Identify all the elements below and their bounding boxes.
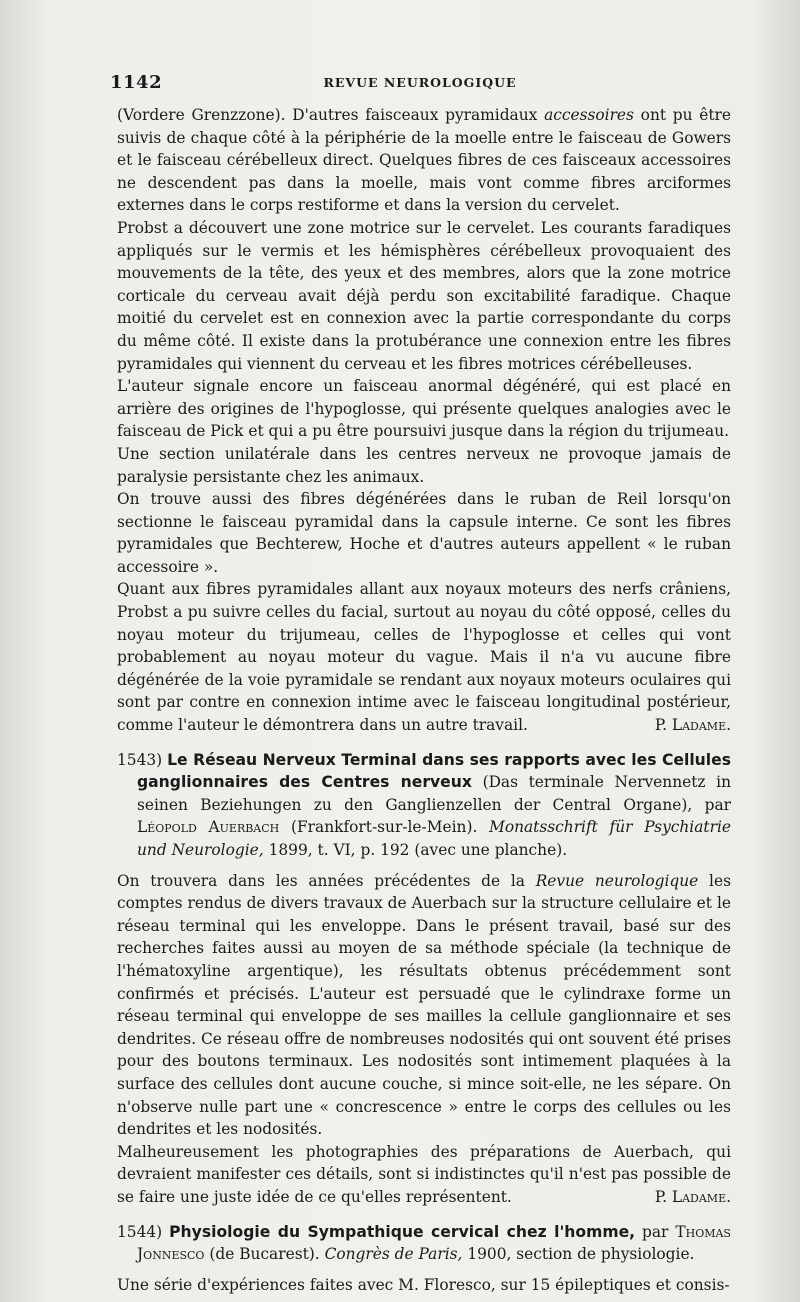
paragraph: Une série d'expériences faites avec M. Floresco, sur 15 épileptiques et consis- [117,1275,730,1294]
emphasis: accessoires [544,106,634,124]
paragraph [117,104,731,217]
journal: Congrès de Paris, [324,1245,463,1264]
abstract-heading-1543 [117,749,731,862]
text: (Vordere Grenzzone). D'autres faisceaux pyramidaux [117,106,538,124]
signature: P. Ladame. [654,716,731,735]
paragraph: On trouve aussi des fibres dégénérées dans le ruban de Reil lorsqu'on sectionne le faisceau pyramidal dans la capsule interne. Ce sont les fibres pyramidales que Bechterew, Hoche et d'autres auteurs appellent « le ruban accessoire ». [117,490,731,576]
german-title: (Das terminale Nervennetz in seinen Beziehungen zu den Ganglienzellen der Central Organe), par [137,773,731,814]
signature: P. Ladame. [654,1187,731,1206]
running-title: REVUE NEUROLOGIQUE [323,75,517,90]
page-header [110,72,730,96]
abstract-number: 1544) [117,1222,163,1241]
place: (de Bucarest). [209,1245,320,1264]
journal: Monatsschrift für Psychiatrie und Neurologie, [137,818,731,859]
author: Léopold Auerbach [137,818,280,837]
paragraph [117,578,731,736]
paragraph: L'auteur signale encore un faisceau anormal dégénéré, qui est placé en arrière des origines de l'hypoglosse, qui présente quelques analogies avec le faisceau de Pick et qui a pu être poursuivi jusque dans la région du trijumeau. [117,377,731,441]
abstract-heading-1544 [117,1221,731,1266]
text: les comptes rendus de divers travaux de Auerbach sur la structure cellulaire et le réseau terminal qui les enveloppe. Dans le présent travail, basé sur des recherches faites aussi au moyen de sa méthode spéciale (la technique de l'hématoxyline argentique), les résultats obtenus précédemment sont confirmés et précisés. L'auteur est persuadé que le cylindraxe forme un réseau terminal qui enveloppe de ses mailles la cellule ganglionnaire et ses dendrites. Ce réseau offre de nombreuses nodosités qui ont souvent été prises pour des boutons terminaux. Les nodosités sont intimement plaquées à la surface des cellules dont aucune couche, si mince soit-elle, ne les sépare. On n'observe nulle part une « concrescence » entre le corps des cellules ou les dendrites et les nodosités. [117,871,731,1139]
paragraph: Une section unilatérale dans les centres nerveux ne provoque jamais de paralysie persistante chez les animaux. [117,444,731,486]
text: ont pu être suivis de chaque côté à la périphérie de la moelle entre le faisceau de Gowers et le faisceau cérébelleux direct. Quelques fibres de ces faisceaux accessoires ne descendent pas dans la moelle, mais vont comme fibres arciformes externes dans le corps restiforme et dans la version du cervelet. [117,106,731,215]
text: Malheureusement les photographies des préparations de Auerbach, qui devraient manifester ces détails, sont si indistinctes qu'il n'est pas possible de se faire une juste idée de ce qu'elles représentent. [117,1142,731,1206]
page-number: 1142 [110,72,163,93]
paragraph [117,870,731,1141]
author: Thomas Jonnesco [137,1222,731,1264]
citation: 1899, t. VI, p. 192 (avec une planche). [268,841,568,859]
place: (Frankfort-sur-le-Mein). [290,818,478,837]
emphasis: Revue neurologique [535,871,699,890]
paragraph: Probst a découvert une zone motrice sur le cervelet. Les courants faradiques appliqués sur le vermis et les hémisphères cérébelleux provoquaient des mouvements de la tête, des yeux et des membres, alors que la zone motrice corticale du cerveau avait déjà perdu son excitabilité faradique. Chaque moitié du cervelet est en connexion avec la partie correspondante du corps du même côté. Il existe dans la protubérance une connexion entre les fibres pyramidales qui viennent du cerveau et les fibres motrices cérébelleuses. [117,218,731,373]
text: On trouvera dans les années précédentes de la [117,871,525,890]
paragraph [117,1141,731,1209]
abstract-number: 1543) [117,750,163,769]
abstract-title: Le Réseau Nerveux Terminal dans ses rapports avec les Cellules ganglionnaires des Centres nerveux [137,750,731,792]
text: Quant aux fibres pyramidales allant aux noyaux moteurs des nerfs crâniens, Probst a pu suivre celles du facial, surtout au noyau du côté opposé, celles du noyau moteur du trijumeau, celles de l'hypoglosse et celles qui vont probablement au noyau moteur du vague. Mais il n'a vu aucune fibre dégénérée de la voie pyramidale se rendant aux noyaux moteurs oculaires qui sont par contre en connexion intime avec le faisceau longitudinal postérieur, comme l'auteur le démontrera dans un autre travail. [117,580,731,735]
author-prefix: par [642,1222,669,1241]
article-body [117,104,731,1296]
abstract-title: Physiologie du Sympathique cervical chez l'homme, [169,1222,636,1241]
citation: 1900, section de physiologie. [467,1245,695,1264]
